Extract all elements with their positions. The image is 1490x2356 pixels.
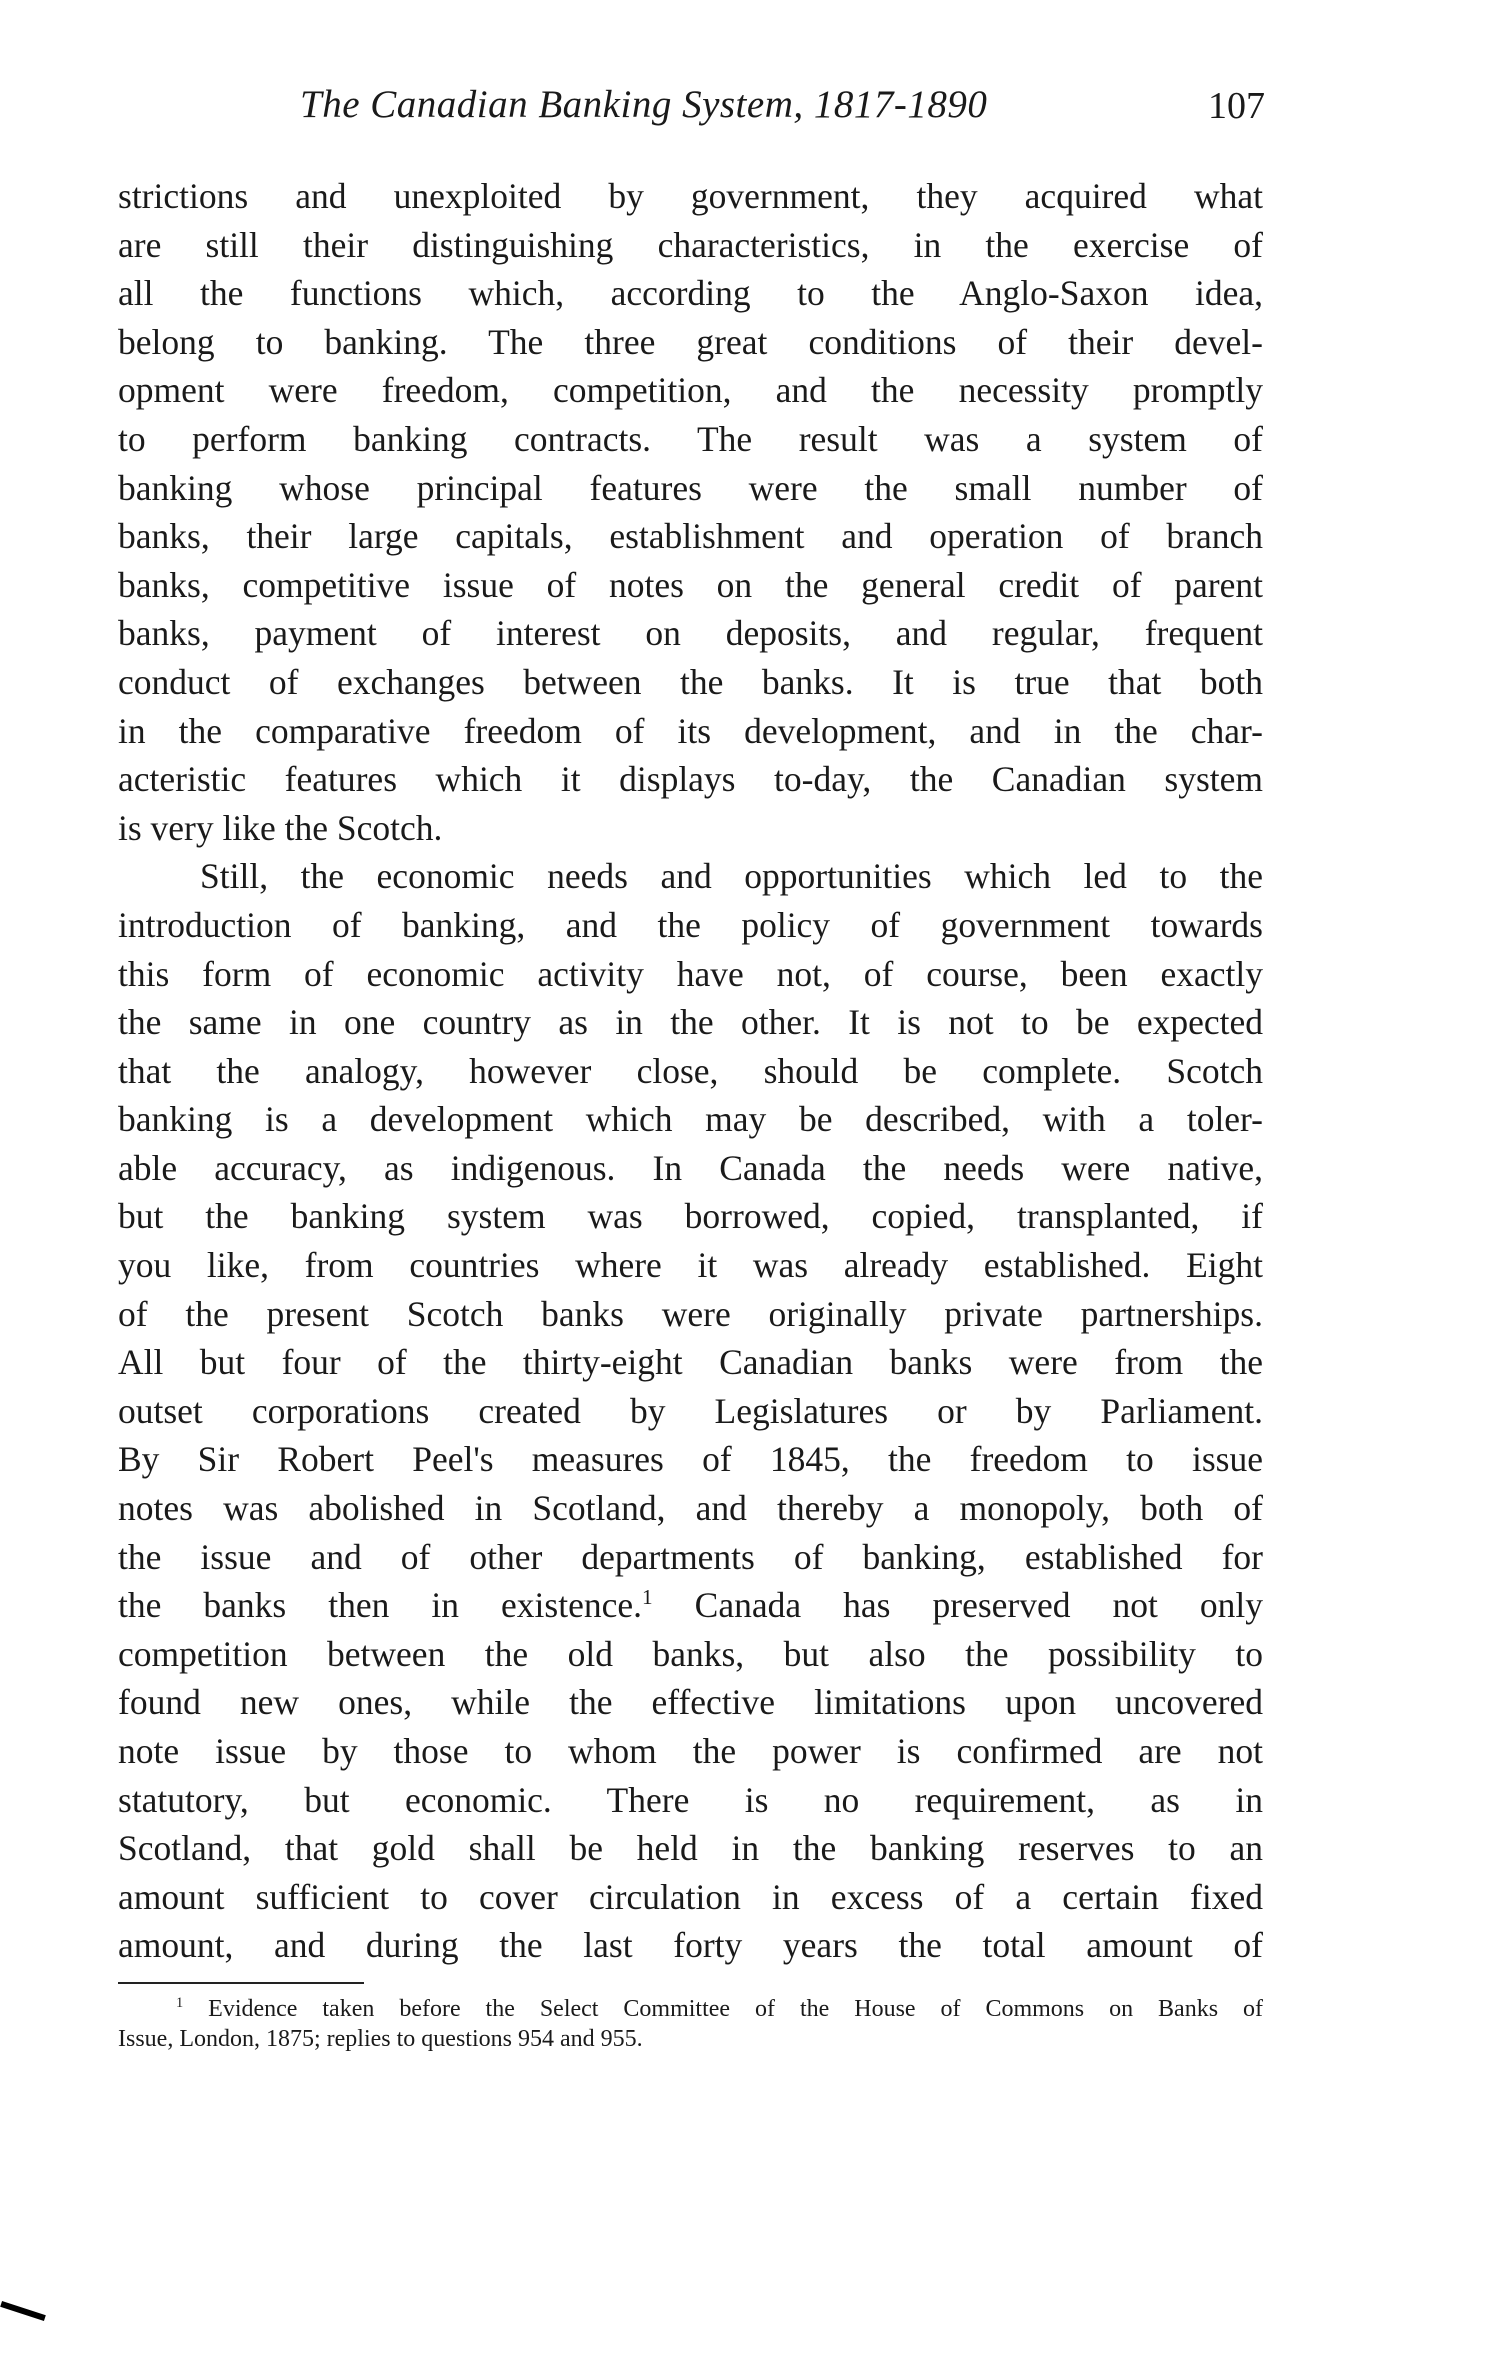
text-line: that the analogy, however close, should be complete. Scotch	[118, 1050, 1263, 1091]
text-line: banks, competitive issue of notes on the general credit of parent	[118, 564, 1263, 605]
text-line: able accuracy, as indigenous. In Canada the needs were native,	[118, 1147, 1263, 1188]
text-fragment: Canada has preserved not only	[694, 1585, 1264, 1626]
text-line: amount sufficient to cover circulation in excess of a certain fixed	[118, 1876, 1263, 1917]
footnote-text: Evidence taken before the Select Committee of the House of Commons on Banks of	[208, 1996, 1263, 2022]
text-line: strictions and unexploited by government, they acquired what	[118, 176, 1263, 216]
text-line-with-footnote-ref	[118, 1581, 1263, 1630]
text-line: Still, the economic needs and opportunities which led to the	[200, 856, 1263, 897]
text-line: All but four of the thirty-eight Canadian banks were from the	[118, 1342, 1263, 1383]
text-line: to perform banking contracts. The result was a system of	[118, 418, 1263, 459]
text-line: banks, payment of interest on deposits, and regular, frequent	[118, 613, 1263, 654]
scan-edge-mark	[0, 2301, 46, 2321]
text-line: banks, their large capitals, establishment and operation of branch	[118, 516, 1263, 557]
text-line: introduction of banking, and the policy of government towards	[118, 904, 1263, 945]
text-line: amount, and during the last forty years the total amount of	[118, 1925, 1263, 1966]
text-line: acteristic features which it displays to-day, the Canadian system	[118, 759, 1263, 800]
text-line: all the functions which, according to the Anglo-Saxon idea,	[118, 273, 1263, 314]
footnote-reference: 1	[641, 1585, 653, 1610]
footnote-line: Issue, London, 1875; replies to questions 954 and 955.	[118, 2026, 643, 2052]
text-line: in the comparative freedom of its development, and in the char-	[118, 710, 1263, 751]
text-line: the same in one country as in the other. It is not to be expected	[118, 1002, 1263, 1043]
text-line: belong to banking. The three great conditions of their devel-	[118, 321, 1263, 362]
text-line: note issue by those to whom the power is confirmed are not	[118, 1731, 1263, 1771]
text-line: the issue and of other departments of banking, established for	[118, 1536, 1263, 1577]
text-line: statutory, but economic. There is no requirement, as in	[118, 1779, 1263, 1820]
text-line: opment were freedom, competition, and the necessity promptly	[118, 370, 1263, 411]
text-line: of the present Scotch banks were originally private partnerships.	[118, 1293, 1263, 1334]
text-line: outset corporations created by Legislatures or by Parliament.	[118, 1390, 1263, 1431]
footnote-line	[118, 1994, 1263, 2024]
text-line: competition between the old banks, but also the possibility to	[118, 1633, 1263, 1674]
footnote-marker: 1	[176, 1995, 184, 2011]
text-line: this form of economic activity have not, of course, been exactly	[118, 953, 1263, 994]
text-line: notes was abolished in Scotland, and thereby a monopoly, both of	[118, 1488, 1263, 1529]
text-fragment: the banks then in existence.	[118, 1585, 642, 1626]
text-line: By Sir Robert Peel's measures of 1845, the freedom to issue	[118, 1439, 1263, 1480]
text-line: banking whose principal features were the small number of	[118, 467, 1263, 508]
text-line: conduct of exchanges between the banks. It is true that both	[118, 661, 1263, 702]
page-number: 107	[1208, 85, 1265, 127]
text-line: is very like the Scotch.	[118, 807, 443, 848]
body-text	[118, 172, 1263, 1970]
text-line: Scotland, that gold shall be held in the banking reserves to an	[118, 1828, 1263, 1869]
text-line: are still their distinguishing characteristics, in the exercise of	[118, 224, 1263, 265]
text-line: but the banking system was borrowed, copied, transplanted, if	[118, 1196, 1263, 1237]
running-title: The Canadian Banking System, 1817-1890	[300, 83, 988, 126]
text-line: found new ones, while the effective limitations upon uncovered	[118, 1682, 1263, 1723]
text-line: banking is a development which may be described, with a toler-	[118, 1099, 1263, 1140]
footnote	[118, 1994, 1263, 2054]
text-line: you like, from countries where it was already established. Eight	[118, 1245, 1263, 1286]
footnote-divider	[118, 1982, 364, 1984]
